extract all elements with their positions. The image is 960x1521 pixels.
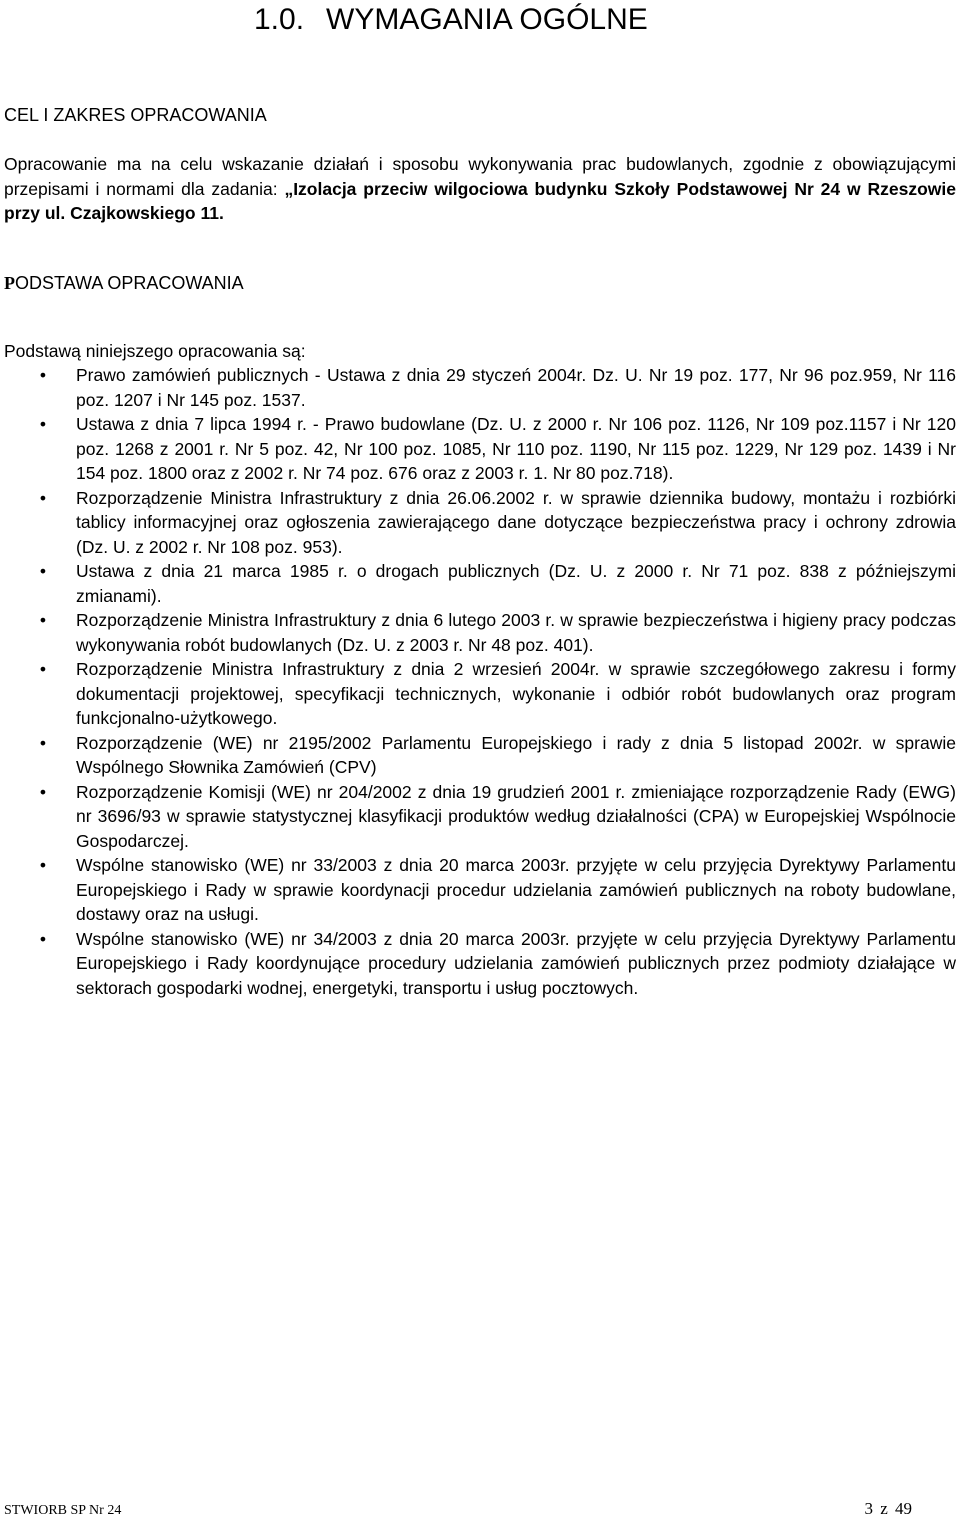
legal-basis-list bbox=[0, 363, 956, 1000]
bullet-icon: • bbox=[39, 414, 47, 434]
list-item bbox=[0, 608, 956, 657]
list-item-text: Ustawa z dnia 7 lipca 1994 r. - Prawo budowlane (Dz. U. z 2000 r. Nr 106 poz. 1126, Nr 109 poz.1157 i Nr 120 poz. 1268 z 2001 r. Nr 5 poz. 42, Nr 100 poz. 1085, Nr 110 poz. 1190, Nr 115 poz. 1229, Nr 129 poz. 1439 i Nr 154 poz. 1800 oraz z 2002 r. Nr 74 poz. 676 oraz z 2003 r. 1. Nr 80 poz.718). bbox=[76, 414, 956, 483]
footer-page-number: 3 z 49 bbox=[864, 1499, 912, 1518]
footer-document-code: STWIORB SP Nr 24 bbox=[4, 1503, 122, 1518]
list-item bbox=[0, 657, 956, 731]
list-item-text: Rozporządzenie Ministra Infrastruktury z dnia 26.06.2002 r. w sprawie dziennika budowy, montażu i rozbiórki tablicy informacyjnej oraz ogłoszenia zawierającego dane dotyczące bezpieczeństwa pracy i ochrony zdrowia (Dz. U. z 2002 r. Nr 108 poz. 953). bbox=[76, 487, 956, 557]
bullet-icon: • bbox=[39, 365, 47, 385]
list-item-text: Wspólne stanowisko (WE) nr 33/2003 z dnia 20 marca 2003r. przyjęte w celu przyjęcia Dyrektywy Parlamentu Europejskiego i Rady w sprawie koordynacji procedur udzielania zamówień publicznych na roboty budowlane, dostawy oraz na usługi. bbox=[76, 855, 956, 924]
heading-rest: ODSTAWA OPRACOWANIA bbox=[15, 273, 244, 293]
list-item bbox=[0, 559, 956, 608]
bullet-icon: • bbox=[39, 659, 47, 679]
list-item-text: Rozporządzenie Komisji (WE) nr 204/2002 z dnia 19 grudzień 2001 r. zmieniające rozporządzenie Rady (EWG) nr 3696/93 w sprawie statystycznej klasyfikacji produktów według działalności (CPA) w Europejskiej Wspólnocie Gospodarczej. bbox=[76, 781, 956, 851]
bullet-icon: • bbox=[39, 487, 47, 508]
document-title bbox=[254, 2, 648, 38]
bullet-icon: • bbox=[39, 561, 47, 581]
podstawa-intro: Podstawą niniejszego opracowania są: bbox=[4, 341, 306, 361]
heading-initial: P bbox=[4, 273, 15, 293]
list-item-text: Rozporządzenie (WE) nr 2195/2002 Parlamentu Europejskiego i rady z dnia 5 listopad 2002r. w sprawie Wspólnego Słownika Zamówień (CPV) bbox=[76, 732, 956, 777]
title-number: 1.0. bbox=[254, 3, 305, 36]
section-heading-podstawa bbox=[4, 271, 244, 295]
list-item-text: Ustawa z dnia 21 marca 1985 r. o drogach publicznych (Dz. U. z 2000 r. Nr 71 poz. 838 z późniejszymi zmianami). bbox=[76, 561, 956, 606]
list-item bbox=[0, 853, 956, 927]
section-heading-cel: CEL I ZAKRES OPRACOWANIA bbox=[4, 105, 267, 125]
bullet-icon: • bbox=[39, 610, 47, 630]
bullet-icon: • bbox=[39, 732, 47, 753]
list-item bbox=[0, 486, 956, 560]
list-item-text: Rozporządzenie Ministra Infrastruktury z dnia 6 lutego 2003 r. w sprawie bezpieczeństwa i higieny pracy podczas wykonywania robót budowlanych (Dz. U. z 2003 r. Nr 48 poz. 401). bbox=[76, 610, 956, 655]
cel-paragraph bbox=[4, 152, 956, 226]
title-text: WYMAGANIA OGÓLNE bbox=[326, 3, 648, 36]
cel-task-name: „Izolacja przeciw wilgociowa budynku Szkoły Podstawowej Nr 24 w Rzeszowie przy ul. Czajkowskiego 11. bbox=[4, 178, 956, 223]
bullet-icon: • bbox=[39, 855, 47, 875]
bullet-icon: • bbox=[39, 928, 47, 949]
list-item bbox=[0, 780, 956, 854]
cel-text: Opracowanie ma na celu wskazanie działań i sposobu wykonywania prac budowlanych, zgodnie z obowiązującymi przepisami i normami dla zadania: bbox=[4, 154, 956, 199]
list-item bbox=[0, 731, 956, 780]
list-item-text: Prawo zamówień publicznych - Ustawa z dnia 29 styczeń 2004r. Dz. U. Nr 19 poz. 177, Nr 96 poz.959, Nr 116 poz. 1207 i Nr 145 poz. 1537. bbox=[76, 365, 956, 410]
list-item-text: Wspólne stanowisko (WE) nr 34/2003 z dnia 20 marca 2003r. przyjęte w celu przyjęcia Dyrektywy Parlamentu Europejskiego i Rady koordynujące procedury udzielania zamówień publicznych przez podmioty działające w sektorach gospodarki wodnej, energetyki, transportu i usług pocztowych. bbox=[76, 928, 956, 998]
list-item bbox=[0, 363, 956, 412]
bullet-icon: • bbox=[39, 781, 47, 802]
list-item bbox=[0, 412, 956, 486]
list-item bbox=[0, 927, 956, 1001]
list-item-text: Rozporządzenie Ministra Infrastruktury z dnia 2 wrzesień 2004r. w sprawie szczegółowego zakresu i formy dokumentacji projektowej, specyfikacji technicznych, wykonanie i odbiór robót budowlanych oraz program funkcjonalno-użytkowego. bbox=[76, 659, 956, 728]
